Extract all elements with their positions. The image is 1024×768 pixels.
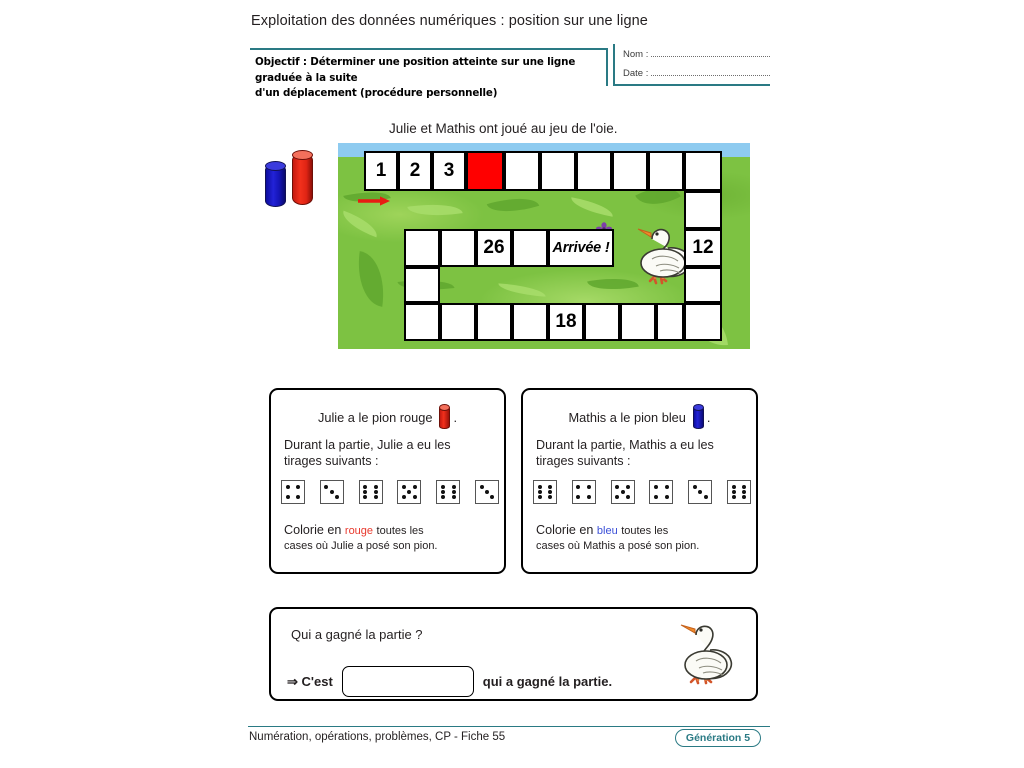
die-pip <box>407 490 411 494</box>
die-pip <box>576 495 580 499</box>
die-pip <box>742 495 746 499</box>
board-cell-top-4-red[interactable] <box>466 151 504 191</box>
die-pip <box>665 485 669 489</box>
die-pip <box>732 485 736 489</box>
julie-colorie-before: Colorie en <box>284 523 342 537</box>
die-face <box>436 480 460 504</box>
board-cell-bottom-7[interactable] <box>620 303 656 341</box>
julie-heading-text: Julie a le pion rouge <box>317 410 433 425</box>
mathis-colorie-before: Colorie en <box>536 523 594 537</box>
die-pip <box>402 495 406 499</box>
footer-reference: Numération, opérations, problèmes, CP - Fiche 55 <box>249 731 506 743</box>
grass-blade <box>569 197 614 216</box>
die-pip <box>441 495 445 499</box>
die-pip <box>704 495 708 499</box>
mathis-dice-row <box>533 480 751 504</box>
die-pip <box>490 495 494 499</box>
die-face <box>397 480 421 504</box>
winner-box <box>269 607 758 701</box>
board-cell-mid-1[interactable] <box>404 229 440 267</box>
mathis-color-instruction <box>536 523 750 554</box>
mathis-color-line-1 <box>536 523 750 539</box>
die-pip <box>335 495 339 499</box>
die-face <box>727 480 751 504</box>
board-cell-right-2[interactable]: 12 <box>684 229 722 267</box>
die-face <box>688 480 712 504</box>
die-pip <box>330 490 334 494</box>
die-pip <box>742 490 746 494</box>
date-label: Date : <box>623 68 649 79</box>
die-face <box>359 480 383 504</box>
die-pip <box>363 490 367 494</box>
board-cell-right-3[interactable] <box>684 267 722 303</box>
board-cell-bottom-3[interactable] <box>476 303 512 341</box>
board-cell-top-3[interactable]: 3 <box>432 151 466 191</box>
start-arrow-icon <box>358 196 390 206</box>
die-face <box>572 480 596 504</box>
die-pip <box>374 485 378 489</box>
board-cell-top-7[interactable] <box>576 151 612 191</box>
die-face <box>475 480 499 504</box>
die-face <box>611 480 635 504</box>
board-cell-top-9[interactable] <box>648 151 684 191</box>
mathis-instructions-line-2: tirages suivants : <box>536 454 631 468</box>
julie-color-line-1 <box>284 523 498 539</box>
die-pip <box>548 485 552 489</box>
grass-blade <box>487 190 539 219</box>
winner-answer-row <box>287 666 612 697</box>
board-cell-mid-4[interactable] <box>512 229 548 267</box>
die-pip <box>626 485 630 489</box>
die-face <box>533 480 557 504</box>
board-cell-top-6[interactable] <box>540 151 576 191</box>
die-pip <box>374 490 378 494</box>
die-pip <box>621 490 625 494</box>
die-pip <box>732 490 736 494</box>
julie-instructions-line-2: tirages suivants : <box>284 454 379 468</box>
mathis-color-line-2: cases où Mathis a posé son pion. <box>536 540 700 552</box>
red-pion-icon <box>292 153 313 205</box>
julie-instructions-line-1: Durant la partie, Julie a eu les <box>284 438 451 452</box>
die-pip <box>452 495 456 499</box>
die-pip <box>654 485 658 489</box>
die-face <box>649 480 673 504</box>
die-pip <box>693 485 697 489</box>
die-face <box>281 480 305 504</box>
game-board <box>338 143 750 349</box>
board-cell-bottom-8[interactable] <box>656 303 684 341</box>
die-pip <box>654 495 658 499</box>
die-face <box>320 480 344 504</box>
board-cell-mid-2[interactable] <box>440 229 476 267</box>
die-pip <box>413 485 417 489</box>
die-pip <box>548 490 552 494</box>
name-label: Nom : <box>623 49 649 60</box>
die-pip <box>441 490 445 494</box>
die-pip <box>363 485 367 489</box>
die-pip <box>698 490 702 494</box>
board-cell-top-5[interactable] <box>504 151 540 191</box>
blue-pion-icon <box>265 164 286 207</box>
die-pip <box>452 490 456 494</box>
mathis-instructions <box>536 437 750 469</box>
die-pip <box>665 495 669 499</box>
die-pip <box>363 495 367 499</box>
die-pip <box>538 485 542 489</box>
die-pip <box>296 495 300 499</box>
die-pip <box>452 485 456 489</box>
date-input-line[interactable] <box>651 68 770 76</box>
die-pip <box>324 485 328 489</box>
die-pip <box>615 485 619 489</box>
die-pip <box>402 485 406 489</box>
die-pip <box>374 495 378 499</box>
julie-color-line-2: cases où Julie a posé son pion. <box>284 540 438 552</box>
julie-color-instruction <box>284 523 498 554</box>
mathis-box <box>521 388 758 574</box>
die-pip <box>587 495 591 499</box>
julie-colorie-after: toutes les <box>376 525 424 537</box>
board-cell-bottom-5[interactable]: 18 <box>548 303 584 341</box>
blue-pion-icon <box>693 406 704 429</box>
die-pip <box>485 490 489 494</box>
die-pip <box>587 485 591 489</box>
footer-divider <box>248 726 770 727</box>
die-pip <box>576 485 580 489</box>
mathis-heading <box>523 406 756 429</box>
board-cell-top-10[interactable] <box>684 151 722 191</box>
die-pip <box>286 495 290 499</box>
die-pip <box>626 495 630 499</box>
winner-question: Qui a gagné la partie ? <box>291 627 423 642</box>
red-pion-icon <box>439 406 450 429</box>
die-pip <box>296 485 300 489</box>
die-pip <box>441 485 445 489</box>
grass-blade <box>407 199 462 220</box>
board-cell-left-1[interactable] <box>404 267 440 303</box>
die-pip <box>480 485 484 489</box>
winner-answer-input[interactable] <box>342 666 474 697</box>
die-pip <box>548 495 552 499</box>
date-row <box>623 68 770 79</box>
board-cell-right-1[interactable] <box>684 191 722 229</box>
die-pip <box>615 495 619 499</box>
grass-blade <box>353 251 390 307</box>
board-cell-bottom-1[interactable] <box>404 303 440 341</box>
mathis-color-word: bleu <box>596 525 618 537</box>
grass-blade <box>339 211 381 238</box>
mathis-colorie-after: toutes les <box>621 525 669 537</box>
winner-answer-suffix: qui a gagné la partie. <box>482 674 613 689</box>
goose-icon <box>672 621 734 691</box>
die-pip <box>286 485 290 489</box>
objective-line-1: Objectif : Déterminer une position atteinte sur une ligne graduée à la suite <box>255 56 576 84</box>
die-pip <box>538 490 542 494</box>
objective-box <box>250 48 608 99</box>
julie-heading-period: . <box>453 410 458 425</box>
julie-heading <box>271 406 504 429</box>
mathis-instructions-line-1: Durant la partie, Mathis a eu les <box>536 438 714 452</box>
mathis-heading-text: Mathis a le pion bleu <box>568 410 686 425</box>
generation5-logo: Génération 5 <box>675 729 761 747</box>
board-cell-top-8[interactable] <box>612 151 648 191</box>
intro-sentence: Julie et Mathis ont joué au jeu de l'oie. <box>389 121 618 136</box>
mathis-heading-period: . <box>706 410 711 425</box>
board-cell-top-2[interactable]: 2 <box>398 151 432 191</box>
board-cell-mid-5-arrivee[interactable]: Arrivée ! <box>548 229 614 267</box>
name-row <box>623 49 770 60</box>
die-pip <box>413 495 417 499</box>
die-pip <box>732 495 736 499</box>
die-pip <box>538 495 542 499</box>
name-date-box <box>613 44 770 86</box>
julie-color-word: rouge <box>344 525 374 537</box>
board-cell-bottom-4[interactable] <box>512 303 548 341</box>
game-pieces <box>263 150 323 206</box>
winner-answer-prefix: ⇒ C'est <box>287 673 333 689</box>
board-cell-mid-3[interactable]: 26 <box>476 229 512 267</box>
page-title: Exploitation des données numériques : position sur une ligne <box>251 13 648 29</box>
julie-box <box>269 388 506 574</box>
board-cell-bottom-6[interactable] <box>584 303 620 341</box>
julie-instructions <box>284 437 498 469</box>
grass-blade <box>498 283 547 296</box>
die-pip <box>742 485 746 489</box>
board-cell-right-4[interactable] <box>684 303 722 341</box>
julie-dice-row <box>281 480 499 504</box>
board-cell-bottom-2[interactable] <box>440 303 476 341</box>
name-input-line[interactable] <box>651 49 770 57</box>
board-cell-top-1[interactable]: 1 <box>364 151 398 191</box>
objective-line-2: d'un déplacement (procédure personnelle) <box>255 87 498 99</box>
